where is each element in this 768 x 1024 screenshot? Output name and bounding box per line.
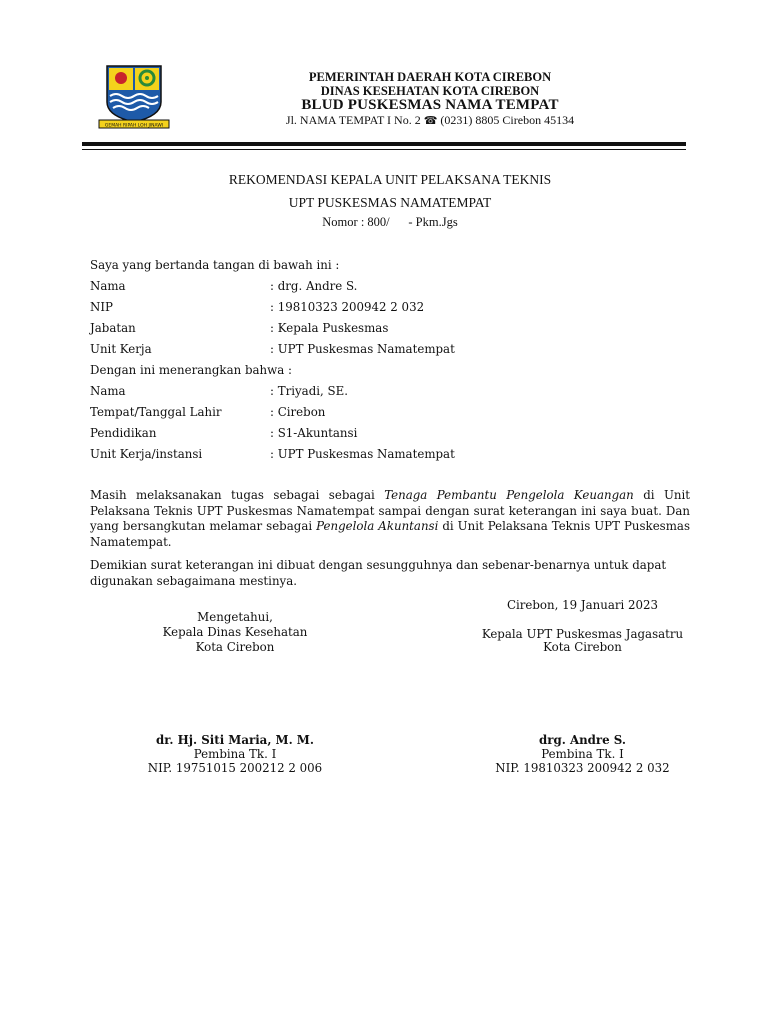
letterhead-agency: DINAS KESEHATAN KOTA CIREBON	[320, 84, 540, 98]
subject-label-pendidikan: Pendidikan	[90, 426, 157, 440]
address-street: Jl. NAMA TEMPAT I No. 2	[285, 113, 421, 127]
body-paragraph-1	[90, 488, 690, 550]
subject-label-unit: Unit Kerja/instansi	[90, 447, 203, 461]
document-number: Nomor : 800/ - Pkm.Jgs	[322, 215, 458, 229]
subject-value-ttl: : Cirebon	[270, 405, 326, 419]
right-sign-rank: Pembina Tk. I	[541, 747, 624, 761]
document-title: REKOMENDASI KEPALA UNIT PELAKSANA TEKNIS	[228, 172, 552, 187]
letterhead-address	[200, 113, 660, 128]
right-sign-name: drg. Andre S.	[539, 733, 626, 747]
subject-value-pendidikan: : S1-Akuntansi	[270, 426, 358, 440]
subject-value-unit: : UPT Puskesmas Namatempat	[270, 447, 455, 461]
signer-label-unit: Unit Kerja	[90, 342, 152, 356]
intro-signer: Saya yang bertanda tangan di bawah ini :	[90, 258, 340, 272]
subject-label-ttl: Tempat/Tanggal Lahir	[90, 405, 222, 419]
body-p1-a: Masih melaksanakan tugas sebagai sebagai	[90, 488, 385, 502]
address-phone-city: (0231) 8805 Cirebon 45134	[440, 113, 575, 127]
right-sign-city: Kota Cirebon	[543, 640, 622, 654]
intro-subject: Dengan ini menerangkan bahwa :	[90, 363, 292, 377]
left-sign-nip: NIP. 19751015 200212 2 006	[147, 761, 323, 775]
subject-label-nama: Nama	[90, 384, 126, 398]
letterhead-institution: BLUD PUSKESMAS NAMA TEMPAT	[301, 97, 559, 113]
right-sign-nip: NIP. 19810323 200942 2 032	[495, 761, 670, 775]
body-p1-b: di Unit Pelaksana Teknis UPT Puskesmas Namatempat sampai dengan surat keterangan ini saya buat. Dan yang bersangkutan melamar sebagai	[90, 488, 690, 533]
letterhead-rule-thin	[82, 149, 686, 150]
signer-value-nama: : drg. Andre S.	[270, 279, 358, 293]
signer-label-jabatan: Jabatan	[90, 321, 136, 335]
place-date: Cirebon, 19 Januari 2023	[506, 598, 659, 612]
city-emblem	[97, 62, 171, 130]
left-sign-acknowledged: Mengetahui,	[197, 610, 273, 624]
body-paragraph-2: Demikian surat keterangan ini dibuat dengan sesungguhnya dan sebenar-benarnya untuk dapat digunakan sebagaimana mestinya.	[90, 558, 667, 588]
left-sign-title: Kepala Dinas Kesehatan	[162, 625, 308, 639]
right-sign-title: Kepala UPT Puskesmas Jagasatru	[481, 627, 684, 641]
body-p1-role-current: Tenaga Pembantu Pengelola Keuangan	[384, 488, 634, 502]
body-p1-role-applied: Pengelola Akuntansi	[316, 519, 439, 533]
phone-icon: ☎	[423, 115, 438, 127]
signer-value-nip: : 19810323 200942 2 032	[270, 300, 425, 314]
left-sign-city: Kota Cirebon	[195, 640, 275, 654]
signer-value-jabatan: : Kepala Puskesmas	[270, 321, 389, 335]
document-subtitle: UPT PUSKESMAS NAMATEMPAT	[288, 195, 492, 210]
signer-label-nip: NIP	[90, 300, 113, 314]
emblem-motto: GEMAH RIPAH LOH JINAWI	[104, 123, 164, 129]
body-p1-c: di Unit Pelaksana Teknis UPT Puskesmas Namatempat.	[90, 519, 691, 549]
signer-value-unit: : UPT Puskesmas Namatempat	[270, 342, 455, 356]
signer-label-nama: Nama	[90, 279, 126, 293]
letterhead-rule-thick	[82, 142, 686, 146]
subject-value-nama: : Triyadi, SE.	[270, 384, 348, 398]
left-sign-rank: Pembina Tk. I	[193, 747, 277, 761]
letterhead-government: PEMERINTAH DAERAH KOTA CIREBON	[308, 70, 552, 84]
left-sign-name: dr. Hj. Siti Maria, M. M.	[156, 733, 314, 747]
